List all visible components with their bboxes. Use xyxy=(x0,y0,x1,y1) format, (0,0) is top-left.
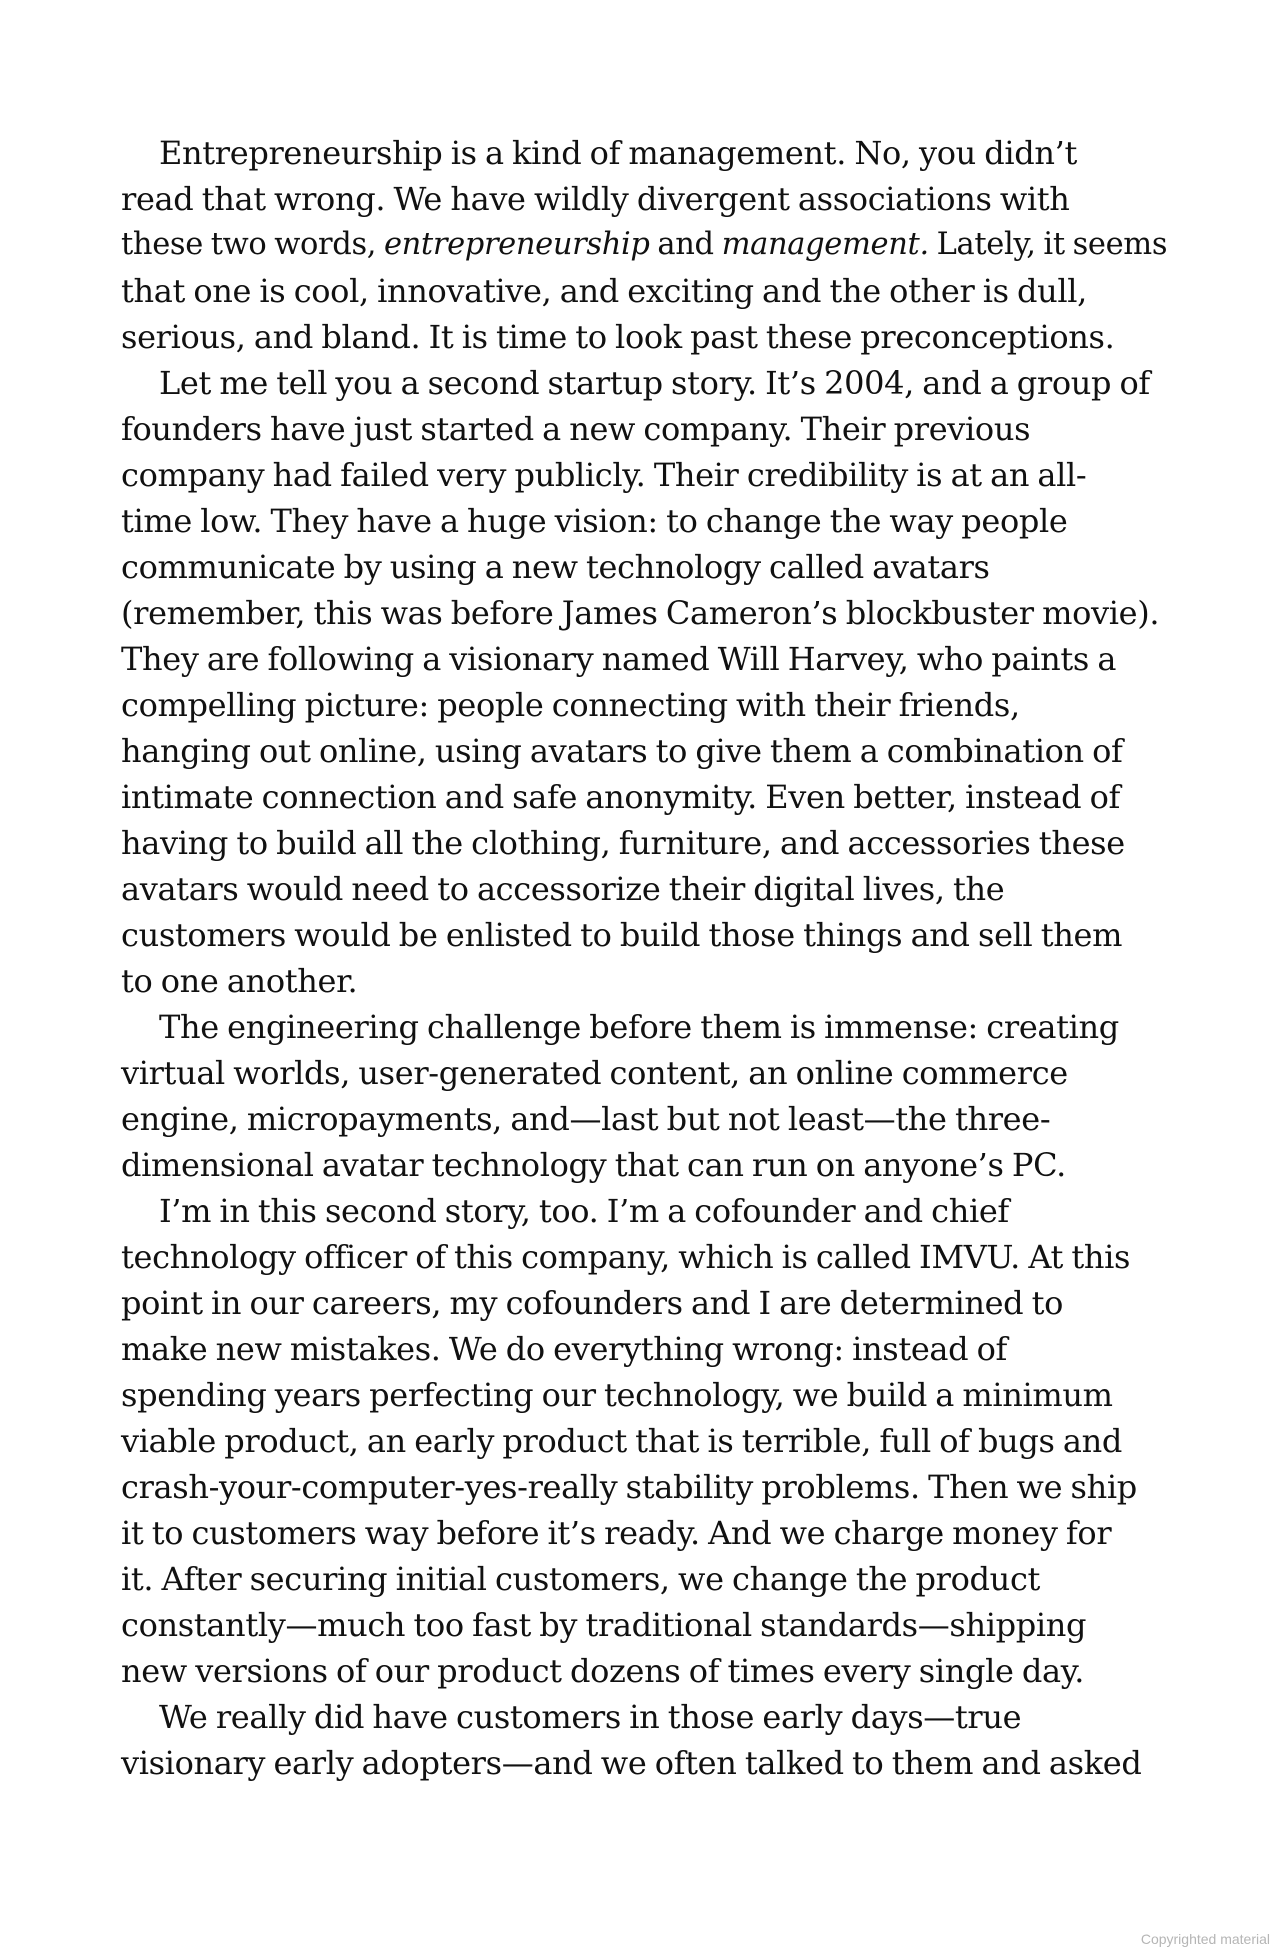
text-line xyxy=(121,1050,1173,1096)
text-segment: it to customers way before it’s ready. And we charge money for xyxy=(121,1514,1112,1552)
text-segment: Entrepreneurship is a kind of management. No, you didn’t xyxy=(159,134,1078,172)
text-line xyxy=(121,958,1173,1004)
text-line xyxy=(121,314,1173,360)
copyright-watermark: Copyrighted material xyxy=(1140,1931,1270,1947)
text-line xyxy=(121,1602,1173,1648)
italic-term: management. xyxy=(721,227,929,262)
text-segment: time low. They have a huge vision: to change the way people xyxy=(121,502,1068,540)
text-segment: founders have just started a new company. Their previous xyxy=(121,410,1031,448)
text-segment: constantly—much too fast by traditional standards—shipping xyxy=(121,1606,1087,1644)
text-segment: dimensional avatar technology that can run on anyone’s PC. xyxy=(121,1146,1066,1184)
text-line xyxy=(121,1556,1173,1602)
text-segment: and xyxy=(649,227,722,262)
text-segment: (remember, this was before James Cameron’s blockbuster movie). xyxy=(121,594,1160,632)
text-segment: engine, micropayments, and—last but not least—the three- xyxy=(121,1100,1051,1138)
text-line xyxy=(121,774,1173,820)
text-line xyxy=(121,130,1173,176)
text-segment: avatars would need to accessorize their digital lives, the xyxy=(121,870,1005,908)
text-line xyxy=(121,1142,1173,1188)
text-line xyxy=(121,1648,1173,1694)
text-line xyxy=(121,452,1173,498)
text-line xyxy=(121,1004,1173,1050)
text-line xyxy=(121,1464,1173,1510)
text-segment: company had failed very publicly. Their credibility is at an all- xyxy=(121,456,1087,494)
text-line xyxy=(121,1694,1173,1740)
text-segment: hanging out online, using avatars to give them a combination of xyxy=(121,732,1123,770)
text-segment: technology officer of this company, which is called IMVU. At this xyxy=(121,1238,1131,1276)
text-line xyxy=(121,866,1173,912)
italic-term: entrepreneurship xyxy=(383,227,650,262)
text-line xyxy=(121,1188,1173,1234)
text-line xyxy=(121,360,1173,406)
text-segment: Let me tell you a second startup story. It’s 2004, and a group of xyxy=(159,364,1150,402)
text-line xyxy=(121,1510,1173,1556)
text-line xyxy=(121,590,1173,636)
text-line xyxy=(121,544,1173,590)
text-segment: make new mistakes. We do everything wrong: instead of xyxy=(121,1330,1008,1368)
text-segment: serious, and bland. It is time to look past these preconceptions. xyxy=(121,318,1115,356)
text-segment: compelling picture: people connecting with their friends, xyxy=(121,686,1020,724)
text-segment: these two words, xyxy=(121,227,384,262)
text-line xyxy=(121,406,1173,452)
text-segment: virtual worlds, user-generated content, an online commerce xyxy=(121,1054,1068,1092)
text-segment: I’m in this second story, too. I’m a cofounder and chief xyxy=(159,1192,1009,1230)
text-line xyxy=(121,498,1173,544)
text-segment: crash-your-computer-yes-really stability problems. Then we ship xyxy=(121,1468,1137,1506)
text-line xyxy=(121,1740,1173,1786)
text-segment: communicate by using a new technology called avatars xyxy=(121,548,990,586)
text-line xyxy=(121,820,1173,866)
text-segment: new versions of our product dozens of times every single day. xyxy=(121,1652,1085,1690)
text-line xyxy=(121,1096,1173,1142)
text-line xyxy=(121,1234,1173,1280)
text-line xyxy=(121,1418,1173,1464)
text-segment: customers would be enlisted to build those things and sell them xyxy=(121,916,1123,954)
text-segment: visionary early adopters—and we often talked to them and asked xyxy=(121,1744,1142,1782)
text-line xyxy=(121,1372,1173,1418)
text-segment: it. After securing initial customers, we change the product xyxy=(121,1560,1041,1598)
text-line xyxy=(121,682,1173,728)
text-line xyxy=(121,268,1173,314)
text-segment: point in our careers, my cofounders and I are determined to xyxy=(121,1284,1064,1322)
text-line xyxy=(121,728,1173,774)
text-segment: Lately, it seems xyxy=(928,227,1168,262)
text-segment: intimate connection and safe anonymity. Even better, instead of xyxy=(121,778,1120,816)
text-segment: read that wrong. We have wildly divergent associations with xyxy=(121,180,1070,218)
text-segment: We really did have customers in those early days—true xyxy=(159,1698,1022,1736)
text-line xyxy=(121,176,1173,222)
text-line xyxy=(121,636,1173,682)
text-line xyxy=(121,1326,1173,1372)
text-line xyxy=(121,222,1173,268)
text-segment: to one another. xyxy=(121,962,358,1000)
text-segment: having to build all the clothing, furniture, and accessories these xyxy=(121,824,1125,862)
text-line xyxy=(121,1280,1173,1326)
text-segment: viable product, an early product that is terrible, full of bugs and xyxy=(121,1422,1123,1460)
body-text xyxy=(121,130,1173,1786)
text-line xyxy=(121,912,1173,958)
text-segment: spending years perfecting our technology, we build a minimum xyxy=(121,1376,1113,1414)
text-segment: They are following a visionary named Will Harvey, who paints a xyxy=(121,640,1117,678)
text-segment: The engineering challenge before them is immense: creating xyxy=(159,1008,1119,1046)
text-segment: that one is cool, innovative, and exciting and the other is dull, xyxy=(121,272,1087,310)
